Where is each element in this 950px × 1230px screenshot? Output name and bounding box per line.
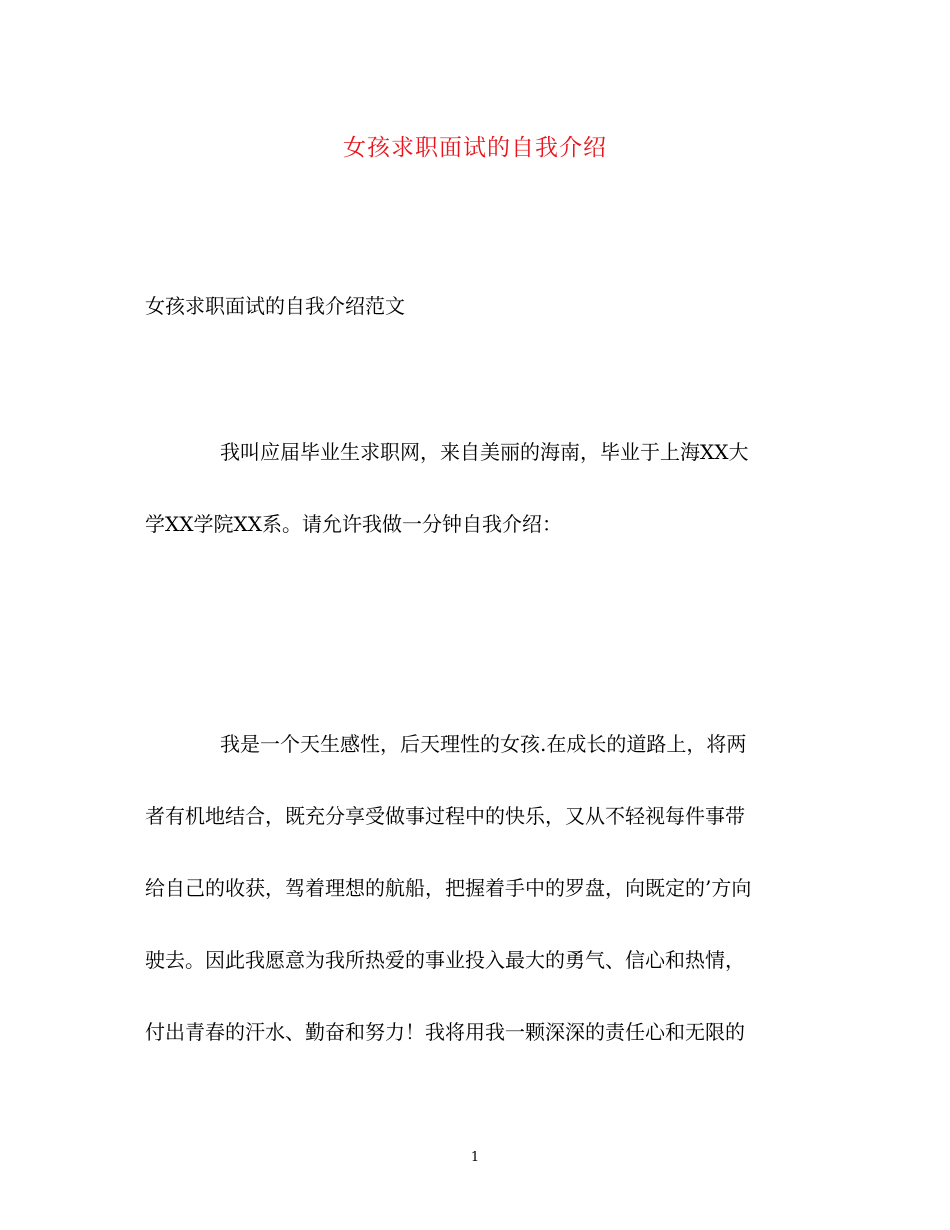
paragraph-line: 学XX学院XX系。请允许我做一分钟自我介绍： — [145, 512, 562, 536]
document-subtitle: 女孩求职面试的自我介绍范文 — [145, 294, 405, 318]
paragraph-line: 给自己的收获，驾着理想的航船，把握着手中的罗盘，向既定的’方向 — [145, 876, 752, 900]
paragraph-line: 驶去。因此我愿意为我所热爱的事业投入最大的勇气、信心和热情， — [145, 948, 745, 972]
paragraph-line: 者有机地结合，既充分享受做事过程中的快乐，又从不轻视每件事带 — [145, 804, 745, 828]
document-title: 女孩求职面试的自我介绍 — [343, 135, 607, 161]
paragraph-line: 我是一个天生感性，后天理性的女孩.在成长的道路上，将两 — [220, 732, 747, 756]
paragraph-line: 付出青春的汗水、勤奋和努力！我将用我一颗深深的责任心和无限的 — [145, 1020, 745, 1044]
paragraph-line: 我叫应届毕业生求职网，来自美丽的海南，毕业于上海XX大 — [220, 440, 749, 464]
page-number: 1 — [470, 1150, 480, 1165]
